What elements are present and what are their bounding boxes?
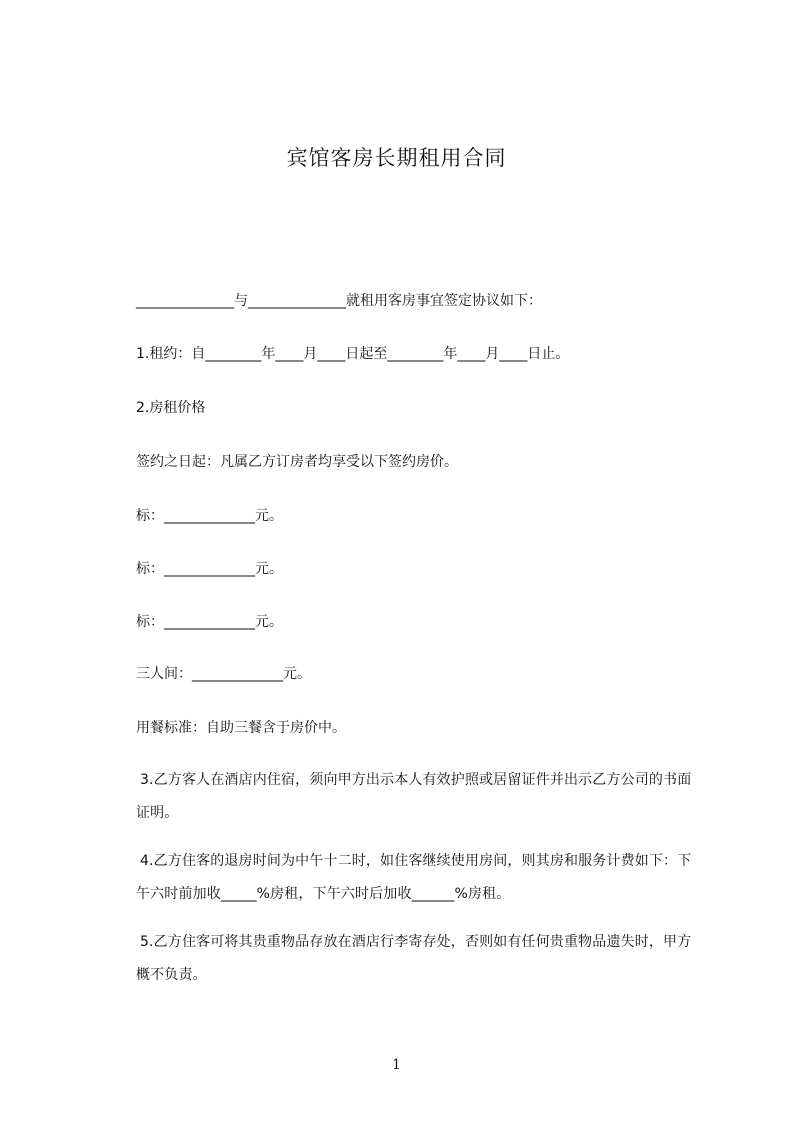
clause-5-text: 5.乙方住客可将其贵重物品存放在酒店行李寄存处，否则如有任何贵重物品遗失时，甲方概不负责。 — [136, 934, 692, 983]
price-line-1: 标：_____________元。 — [136, 508, 283, 524]
sign-date-line: 签约之日起：凡属乙方订房者均享受以下签约房价。 — [136, 454, 458, 470]
document-title: 宾馆客房长期租用合同 — [286, 146, 507, 170]
clause-1-lease-term: 1.租约：自________年____月____日起至________年____月____日止。 — [136, 346, 570, 362]
price-line-2: 标：_____________元。 — [136, 561, 283, 577]
intro-line: ______________与______________就租用客房事宜签定协议如下： — [136, 293, 542, 309]
clause-5 — [136, 926, 704, 992]
price-line-3: 标：_____________元。 — [136, 614, 283, 630]
clause-4 — [136, 845, 704, 911]
clause-4-text: 4.乙方住客的退房时间为中午十二时，如住客继续使用房间，则其房和服务计费如下：下午六时前加收_____%房租，下午六时后加收______%房租。 — [136, 853, 692, 902]
meal-standard: 用餐标准：自助三餐含于房价中。 — [136, 720, 346, 736]
clause-2-heading: 2.房租价格 — [136, 400, 206, 416]
clause-3-text: 3.乙方客人在酒店内住宿，须向甲方出示本人有效护照或居留证件并出示乙方公司的书面证明。 — [136, 772, 692, 821]
clause-3 — [136, 764, 704, 830]
triple-room-price: 三人间：_____________元。 — [136, 666, 311, 682]
page-number: 1 — [392, 1057, 401, 1073]
